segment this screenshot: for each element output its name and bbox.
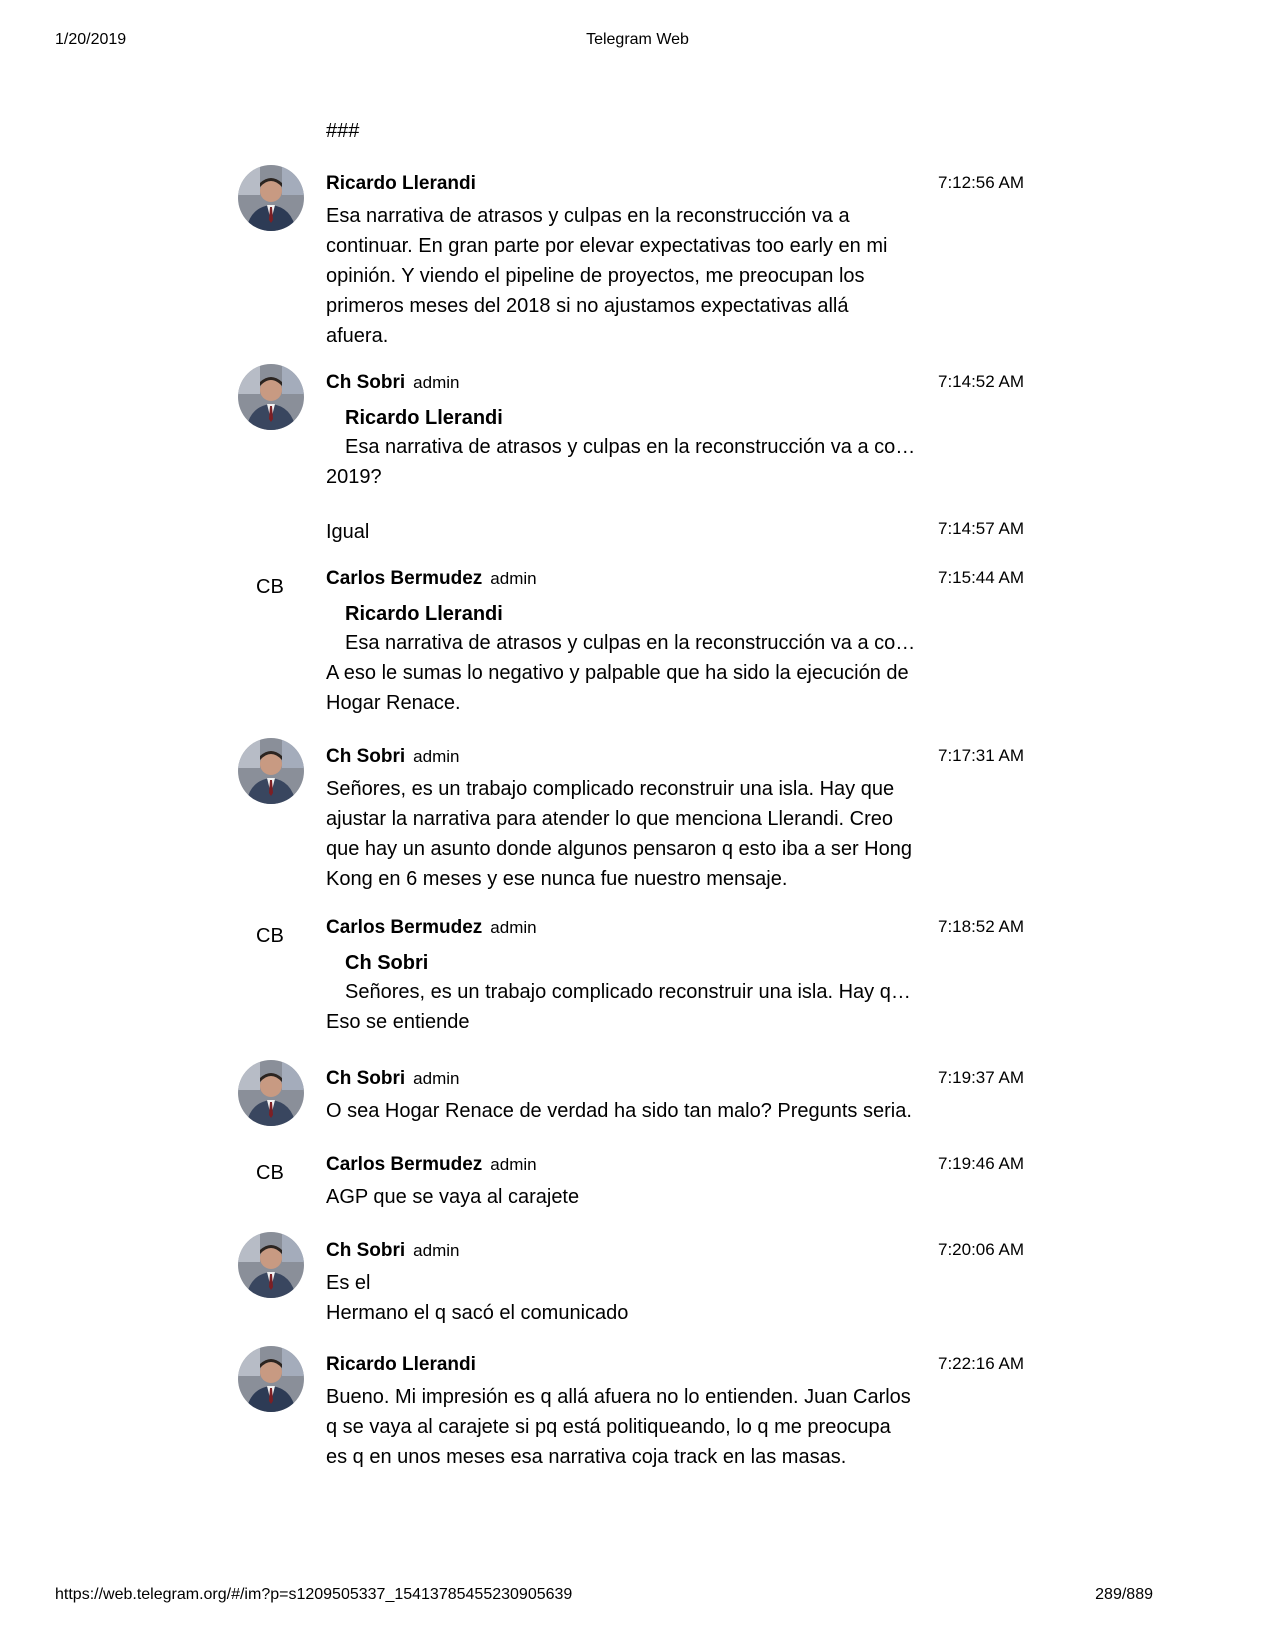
- reply-quote[interactable]: [345, 404, 945, 462]
- message-line: que hay un asunto donde algunos pensaron q esto iba a ser Hong: [326, 838, 912, 860]
- reply-sender: Ricardo Llerandi: [345, 407, 503, 429]
- avatar-initials[interactable]: CB: [256, 1162, 284, 1184]
- message-line: Señores, es un trabajo complicado reconstruir una isla. Hay que: [326, 778, 895, 800]
- message-timestamp: 7:14:52 AM: [938, 372, 1025, 391]
- print-page-number: 289/889: [1095, 1586, 1153, 1603]
- message-header: [326, 372, 459, 394]
- message-text: [326, 1382, 926, 1472]
- message-line: A eso le sumas lo negativo y palpable que ha sido la ejecución de: [326, 662, 909, 684]
- print-date: 1/20/2019: [55, 31, 127, 48]
- message-text: [326, 462, 926, 492]
- reply-quote[interactable]: [345, 600, 945, 658]
- message-text: [326, 517, 926, 547]
- admin-badge: admin: [413, 1069, 460, 1088]
- print-url: https://web.telegram.org/#/im?p=s1209505337_15413785455230905639: [55, 1586, 573, 1603]
- message-line: AGP que se vaya al carajete: [326, 1186, 580, 1208]
- message-line: opinión. Y viendo el pipeline de proyectos, me preocupan los: [326, 265, 865, 287]
- admin-badge: admin: [490, 918, 537, 937]
- message-line: 2019?: [326, 466, 382, 488]
- sender-name[interactable]: Carlos Bermudez: [326, 917, 483, 938]
- message-line: Bueno. Mi impresión es q allá afuera no lo entienden. Juan Carlos: [326, 1386, 911, 1408]
- sender-name[interactable]: Ricardo Llerandi: [326, 173, 476, 194]
- message-header: [326, 568, 537, 590]
- message-line: afuera.: [326, 325, 389, 347]
- message-line: es q en unos meses esa narrativa coja track en las masas.: [326, 1446, 847, 1468]
- sender-name[interactable]: Ch Sobri: [326, 372, 406, 393]
- message-text: [326, 774, 926, 894]
- avatar[interactable]: [238, 738, 304, 804]
- admin-badge: admin: [490, 569, 537, 588]
- sender-name[interactable]: Ch Sobri: [326, 1240, 406, 1261]
- message-line: Eso se entiende: [326, 1011, 470, 1033]
- message-timestamp: 7:14:57 AM: [938, 519, 1025, 538]
- message-header: [326, 746, 459, 768]
- reply-snippet: Esa narrativa de atrasos y culpas en la reconstrucción va a co…: [345, 632, 916, 654]
- reply-sender: Ricardo Llerandi: [345, 603, 503, 625]
- sender-name[interactable]: Carlos Bermudez: [326, 568, 483, 589]
- message-text: [326, 1268, 926, 1328]
- reply-quote[interactable]: [345, 949, 945, 1007]
- message-text-trailing: ###: [326, 120, 360, 142]
- message-header: [326, 173, 476, 195]
- sender-name[interactable]: Ch Sobri: [326, 746, 406, 767]
- print-title: Telegram Web: [586, 31, 689, 48]
- message-timestamp: 7:17:31 AM: [938, 746, 1025, 765]
- admin-badge: admin: [413, 1241, 460, 1260]
- message-line: continuar. En gran parte por elevar expectativas too early en mi: [326, 235, 888, 257]
- message-text: [326, 658, 926, 718]
- message-line: Hogar Renace.: [326, 692, 461, 714]
- message-text: [326, 1182, 926, 1212]
- avatar[interactable]: [238, 1232, 304, 1298]
- admin-badge: admin: [413, 747, 460, 766]
- message-text: [326, 1096, 926, 1126]
- message-line: Kong en 6 meses y ese nunca fue nuestro mensaje.: [326, 868, 788, 890]
- admin-badge: admin: [490, 1155, 537, 1174]
- avatar-initials[interactable]: CB: [256, 576, 284, 598]
- avatar-initials[interactable]: CB: [256, 925, 284, 947]
- message-text: [326, 1007, 926, 1037]
- sender-name[interactable]: Ch Sobri: [326, 1068, 406, 1089]
- message-header: [326, 1154, 537, 1176]
- message-timestamp: 7:19:46 AM: [938, 1154, 1025, 1173]
- message-line: q se vaya al carajete si pq está politiqueando, lo q me preocupa: [326, 1416, 891, 1438]
- message-text: [326, 201, 926, 351]
- admin-badge: admin: [413, 373, 460, 392]
- message-line: O sea Hogar Renace de verdad ha sido tan malo? Pregunts seria.: [326, 1100, 912, 1122]
- avatar[interactable]: [238, 1060, 304, 1126]
- message-header: [326, 1354, 476, 1376]
- avatar[interactable]: [238, 165, 304, 231]
- reply-snippet: Señores, es un trabajo complicado reconstruir una isla. Hay q…: [345, 981, 911, 1003]
- reply-sender: Ch Sobri: [345, 952, 429, 974]
- message-line: ajustar la narrativa para atender lo que menciona Llerandi. Creo: [326, 808, 894, 830]
- message-timestamp: 7:12:56 AM: [938, 173, 1025, 192]
- message-timestamp: 7:18:52 AM: [938, 917, 1025, 936]
- message-timestamp: 7:19:37 AM: [938, 1068, 1025, 1087]
- message-timestamp: 7:22:16 AM: [938, 1354, 1025, 1373]
- avatar[interactable]: [238, 1346, 304, 1412]
- message-line: Igual: [326, 521, 370, 543]
- avatar[interactable]: [238, 364, 304, 430]
- message-timestamp: 7:20:06 AM: [938, 1240, 1025, 1259]
- message-header: [326, 917, 537, 939]
- message-line: Esa narrativa de atrasos y culpas en la reconstrucción va a: [326, 205, 850, 227]
- sender-name[interactable]: Ricardo Llerandi: [326, 1354, 476, 1375]
- message-header: [326, 1068, 459, 1090]
- sender-name[interactable]: Carlos Bermudez: [326, 1154, 483, 1175]
- message-timestamp: 7:15:44 AM: [938, 568, 1025, 587]
- message-line: primeros meses del 2018 si no ajustamos expectativas allá: [326, 295, 849, 317]
- message-line: Es el: [326, 1272, 371, 1294]
- message-header: [326, 1240, 459, 1262]
- reply-snippet: Esa narrativa de atrasos y culpas en la reconstrucción va a co…: [345, 436, 916, 458]
- message-line: Hermano el q sacó el comunicado: [326, 1302, 629, 1324]
